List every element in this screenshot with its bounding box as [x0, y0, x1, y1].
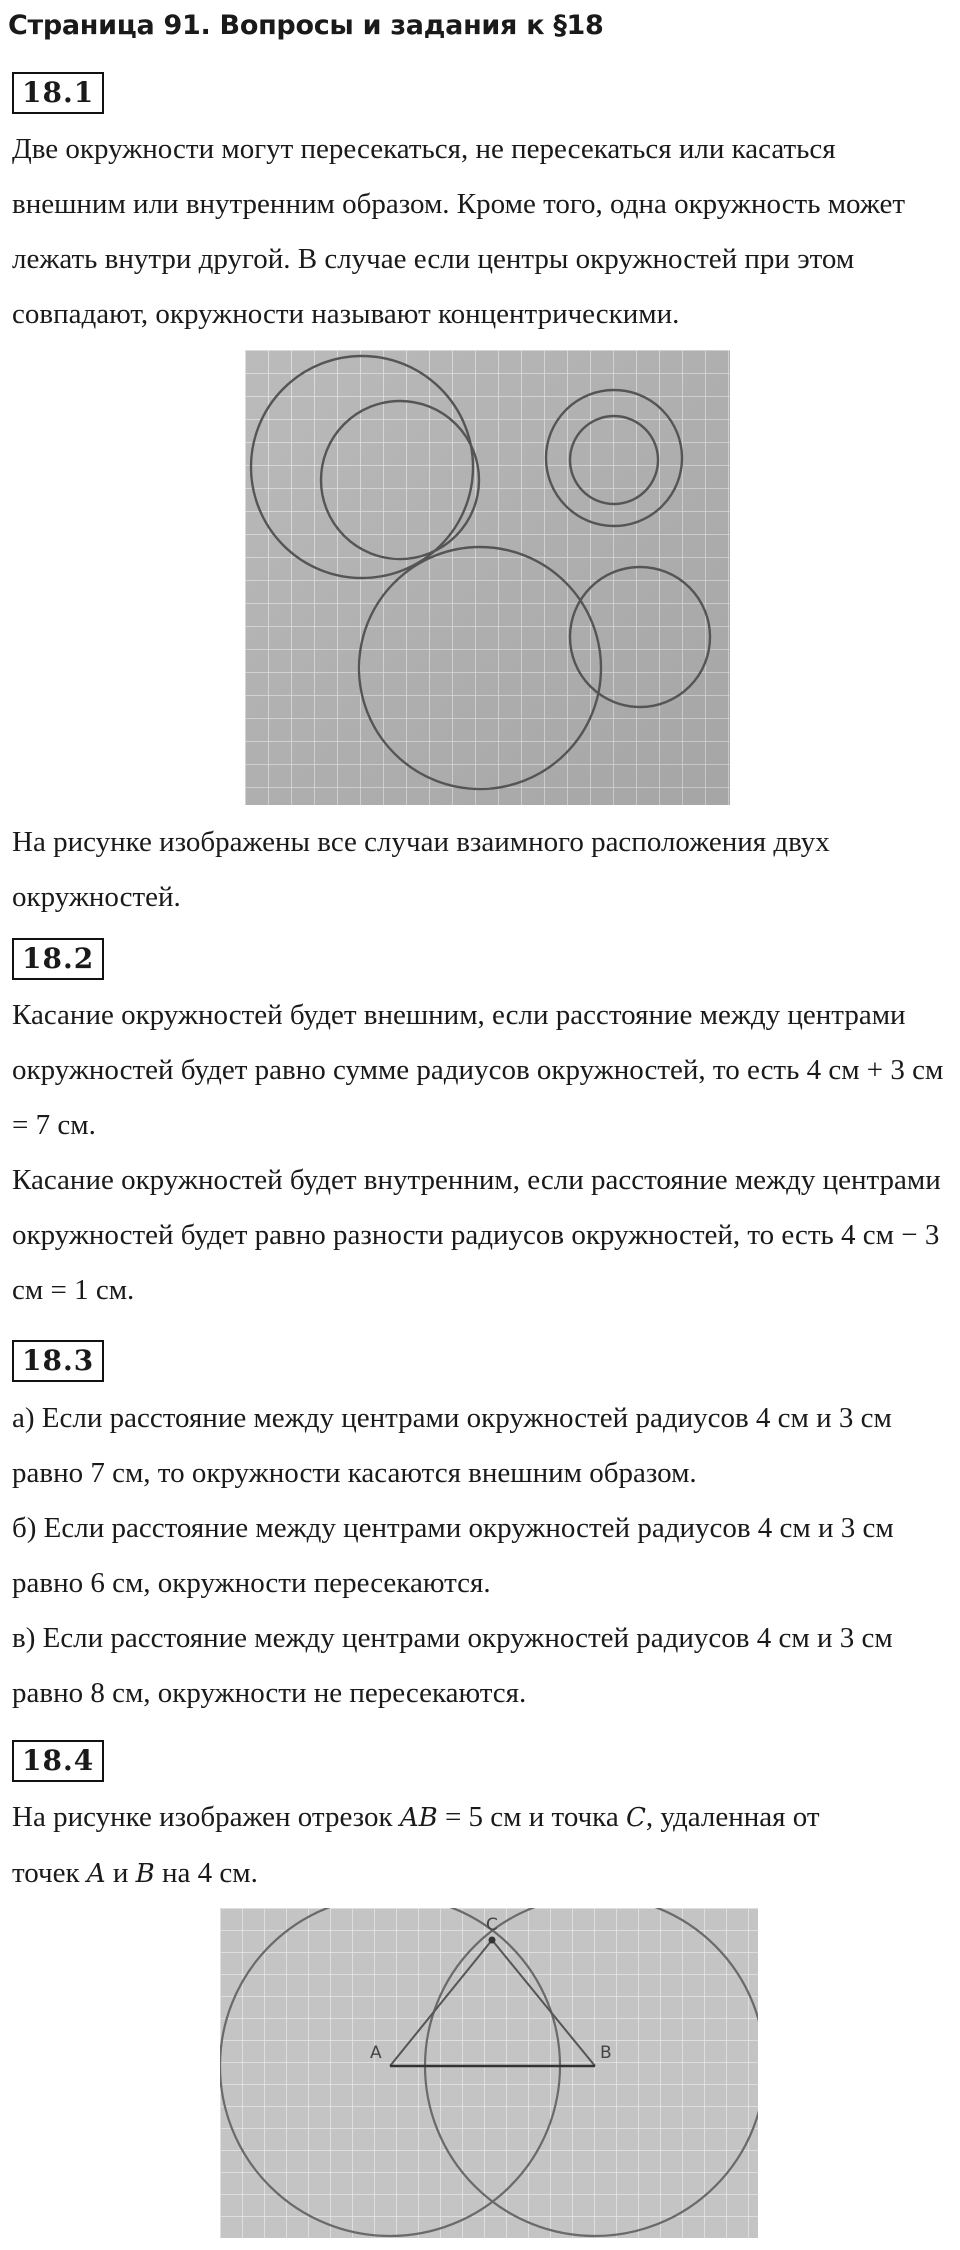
circles-on-grid-image: [245, 350, 730, 805]
task-number-18-1: 18.1: [12, 72, 104, 114]
task-number-18-4: 18.4: [12, 1740, 104, 1782]
figure-caption: На рисунке изображены все случаи взаимного расположения двух окружностей.: [12, 826, 830, 913]
task-number-18-2: 18.2: [12, 938, 104, 980]
task-18-4-line-1: [12, 1790, 947, 1846]
task-18-1-text: [12, 122, 947, 342]
label-c: C: [486, 1915, 498, 1935]
internal-tangency-paragraph: Касание окружностей будет внутренним, если расстояние между центрами окружностей будет равно разности радиусов окружностей, то есть 4 см − 3 см = 1 см.: [12, 1164, 941, 1306]
task-number-18-3: 18.3: [12, 1340, 104, 1382]
label-b: B: [600, 2043, 612, 2063]
figure-triangle-construction: [220, 1908, 758, 2238]
case-c-paragraph: в) Если расстояние между центрами окружностей радиусов 4 см и 3 см равно 8 см, окружности не пересекаются.: [12, 1622, 893, 1709]
figure-circle-positions: [245, 350, 730, 805]
text-run: точек: [12, 1857, 87, 1889]
point-a: A: [86, 1859, 106, 1889]
construction-on-grid-image: [220, 1908, 758, 2238]
task-18-2-text: [12, 988, 947, 1318]
task-18-4-line-2: [12, 1846, 947, 1902]
point-b: B: [135, 1859, 155, 1889]
text-run: На рисунке изображен отрезок: [12, 1801, 400, 1833]
external-tangency-paragraph: Касание окружностей будет внешним, если расстояние между центрами окружностей будет равно сумме радиусов окружностей, то есть 4 см + 3 см = 7 см.: [12, 999, 944, 1141]
task-18-3-text: [12, 1391, 947, 1721]
task-18-1-conclusion: [12, 815, 947, 925]
case-b-paragraph: б) Если расстояние между центрами окружностей радиусов 4 см и 3 см равно 6 см, окружности пересекаются.: [12, 1512, 894, 1599]
text-run: = 5 см и точка: [437, 1801, 626, 1833]
page-title: Страница 91. Вопросы и задания к §18: [8, 10, 604, 41]
task-18-1-paragraph: Две окружности могут пересекаться, не пересекаться или касаться внешним или внутренним образом. Кроме того, одна окружность может лежать внутри другой. В случае если центры окружностей при этом совпадают, окружности называют концентрическими.: [12, 133, 906, 330]
label-a: A: [370, 2043, 382, 2063]
task-18-4-text: [12, 1790, 947, 1902]
text-run: и: [105, 1857, 136, 1889]
point-c: C: [625, 1803, 646, 1833]
case-a-paragraph: а) Если расстояние между центрами окружностей радиусов 4 см и 3 см равно 7 см, то окружности касаются внешним образом.: [12, 1402, 892, 1489]
segment-ab: AB: [399, 1803, 438, 1833]
text-run: , удаленная от: [645, 1801, 820, 1833]
text-run: на 4 см.: [154, 1857, 258, 1889]
